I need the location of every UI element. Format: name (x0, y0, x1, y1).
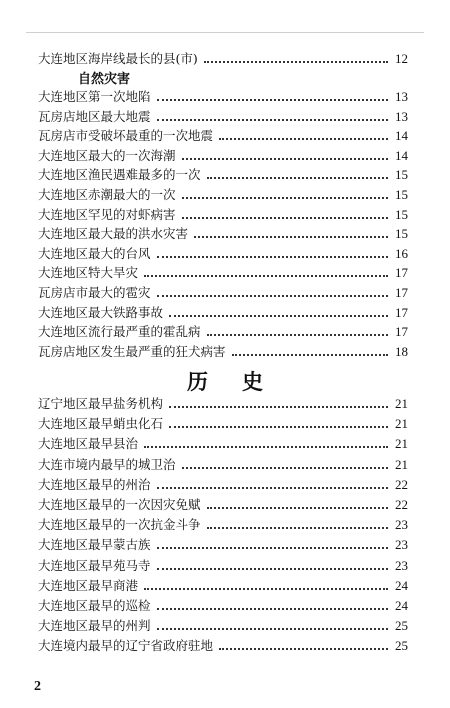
toc-entry-page: 22 (395, 497, 408, 512)
toc-entry (38, 88, 408, 106)
toc-entry-title: 大连地区最早县治 (38, 436, 139, 452)
toc-leader-dots (207, 176, 388, 179)
toc-entry-title: 大连地区第一次地陷 (38, 89, 151, 104)
toc-entry-page: 21 (395, 436, 408, 452)
toc-entry (38, 225, 408, 243)
toc-entry-page: 22 (395, 476, 408, 492)
toc-entry-title: 大连地区最大最的洪水灾害 (38, 226, 189, 242)
toc-entry-title: 大连地区最早的州判 (38, 618, 151, 634)
toc-leader-dots (169, 405, 388, 408)
subheading-natural-disasters: 自然灾害 (78, 72, 131, 87)
toc-entry (38, 284, 408, 302)
toc-entry-page: 17 (395, 304, 408, 320)
toc-entry (38, 435, 408, 453)
toc-entry (38, 166, 408, 184)
toc-leader-dots (157, 627, 388, 630)
toc-entry (38, 617, 408, 635)
toc-entry-title: 大连境内最早的辽宁省政府驻地 (38, 638, 214, 654)
toc-entry-page: 24 (395, 577, 408, 593)
toc-entry-page: 16 (395, 245, 408, 261)
toc-entry-page: 12 (395, 51, 408, 66)
toc-entry-page: 15 (395, 226, 408, 242)
toc-leader-dots (157, 486, 388, 489)
toc-entry-title: 大连地区渔民遇难最多的一次 (38, 167, 201, 183)
toc-entry-title: 大连地区罕见的对虾病害 (38, 206, 176, 222)
toc-leader-dots (232, 353, 388, 356)
toc-entry (38, 323, 408, 341)
toc-entry-page: 15 (395, 167, 408, 183)
toc-entry-page: 13 (395, 108, 408, 124)
toc-leader-dots (169, 314, 388, 317)
toc-entry-page: 13 (395, 89, 408, 104)
toc-entry (38, 264, 408, 282)
toc-leader-dots (157, 567, 388, 570)
toc-entry (38, 395, 408, 413)
toc-entry-title: 瓦房店地区最大地震 (38, 108, 151, 124)
toc-entry-title: 大连地区特大旱灾 (38, 265, 139, 281)
toc-entry-title: 大连地区最早的一次因灾免赋 (38, 497, 201, 512)
toc-entry (38, 476, 408, 494)
toc-entry (38, 577, 408, 595)
toc-leader-dots (207, 333, 388, 336)
toc-entry-page: 15 (395, 206, 408, 222)
toc-entry-page: 15 (395, 187, 408, 202)
toc-leader-dots (207, 526, 388, 529)
toc-leader-dots (182, 216, 388, 219)
toc-entry (38, 536, 408, 554)
toc-leader-dots (194, 235, 388, 238)
toc-entry-title: 大连地区最早苑马寺 (38, 557, 151, 573)
toc-entry-page: 17 (395, 265, 408, 281)
toc-entry-page: 23 (395, 557, 408, 573)
toc-entry (38, 597, 408, 615)
toc-entry-title: 大连地区赤潮最大的一次 (38, 187, 176, 202)
toc-entry (38, 516, 408, 534)
toc-entry-title: 大连地区最大的台风 (38, 245, 151, 261)
toc-leader-dots (207, 506, 388, 509)
toc-leader-dots (144, 587, 388, 590)
toc-entry (38, 496, 408, 514)
toc-entry-page: 23 (395, 537, 408, 553)
toc-entry-page: 21 (395, 456, 408, 472)
toc-leader-dots (157, 607, 388, 610)
toc-entry-page: 21 (395, 396, 408, 411)
toc-entry-title: 大连地区最大的一次海潮 (38, 147, 176, 163)
toc-entry-title: 辽宁地区最早盐务机构 (38, 396, 164, 411)
toc-leader-dots (144, 274, 388, 277)
toc-entry-title: 大连地区最早的巡检 (38, 598, 151, 613)
toc-entry (38, 245, 408, 263)
toc-entry (38, 456, 408, 474)
toc-entry-page: 18 (395, 343, 408, 359)
toc-entry-page: 25 (395, 618, 408, 634)
toc-leader-dots (204, 60, 388, 63)
toc-entry-page: 21 (395, 416, 408, 432)
toc-leader-dots (157, 255, 388, 258)
toc-entry (38, 206, 408, 224)
toc-leader-dots (219, 647, 388, 650)
toc-entry-page: 24 (395, 598, 408, 613)
toc-leader-dots (182, 466, 388, 469)
toc-entry (38, 50, 408, 68)
toc-leader-dots (157, 118, 388, 121)
section-heading-history: 历史 (187, 370, 297, 394)
toc-entry (38, 637, 408, 655)
toc-entry (38, 186, 408, 204)
toc-leader-dots (144, 445, 388, 448)
toc-entry-title: 大连地区海岸线最长的县(市) (38, 51, 198, 66)
toc-leader-dots (219, 137, 388, 140)
toc-entry-title: 大连地区最早商港 (38, 577, 139, 593)
toc-entry-page: 14 (395, 147, 408, 163)
toc-leader-dots (157, 546, 388, 549)
toc-entry (38, 108, 408, 126)
toc-entry-title: 瓦房店市受破坏最重的一次地震 (38, 128, 214, 144)
toc-leader-dots (182, 196, 388, 199)
toc-leader-dots (169, 425, 388, 428)
toc-entry-title: 大连地区最早的一次抗金斗争 (38, 517, 201, 533)
toc-leader-dots (182, 157, 388, 160)
toc-entry (38, 343, 408, 361)
toc-entry-title: 瓦房店地区发生最严重的狂犬病害 (38, 343, 226, 359)
top-rule (26, 32, 424, 33)
toc-entry-title: 大连地区最早蒙古族 (38, 537, 151, 553)
toc-entry (38, 147, 408, 165)
toc-entry (38, 127, 408, 145)
toc-entry (38, 415, 408, 433)
toc-entry-title: 大连地区最早的州治 (38, 476, 151, 492)
toc-entry-page: 25 (395, 638, 408, 654)
page-number: 2 (34, 679, 41, 694)
toc-entry-title: 大连地区最大铁路事故 (38, 304, 164, 320)
toc-leader-dots (157, 294, 388, 297)
toc-entry-page: 14 (395, 128, 408, 144)
toc-entry (38, 304, 408, 322)
toc-entry-page: 23 (395, 517, 408, 533)
toc-entry-page: 17 (395, 324, 408, 340)
toc-entry-title: 大连地区流行最严重的霍乱病 (38, 324, 201, 340)
toc-leader-dots (157, 98, 388, 101)
toc-entry-title: 瓦房店市最大的雹灾 (38, 285, 151, 300)
toc-entry (38, 557, 408, 575)
toc-entry-title: 大连市境内最早的城卫治 (38, 456, 176, 472)
toc-entry-title: 大连地区最早蛸虫化石 (38, 416, 164, 432)
toc-entry-page: 17 (395, 285, 408, 300)
